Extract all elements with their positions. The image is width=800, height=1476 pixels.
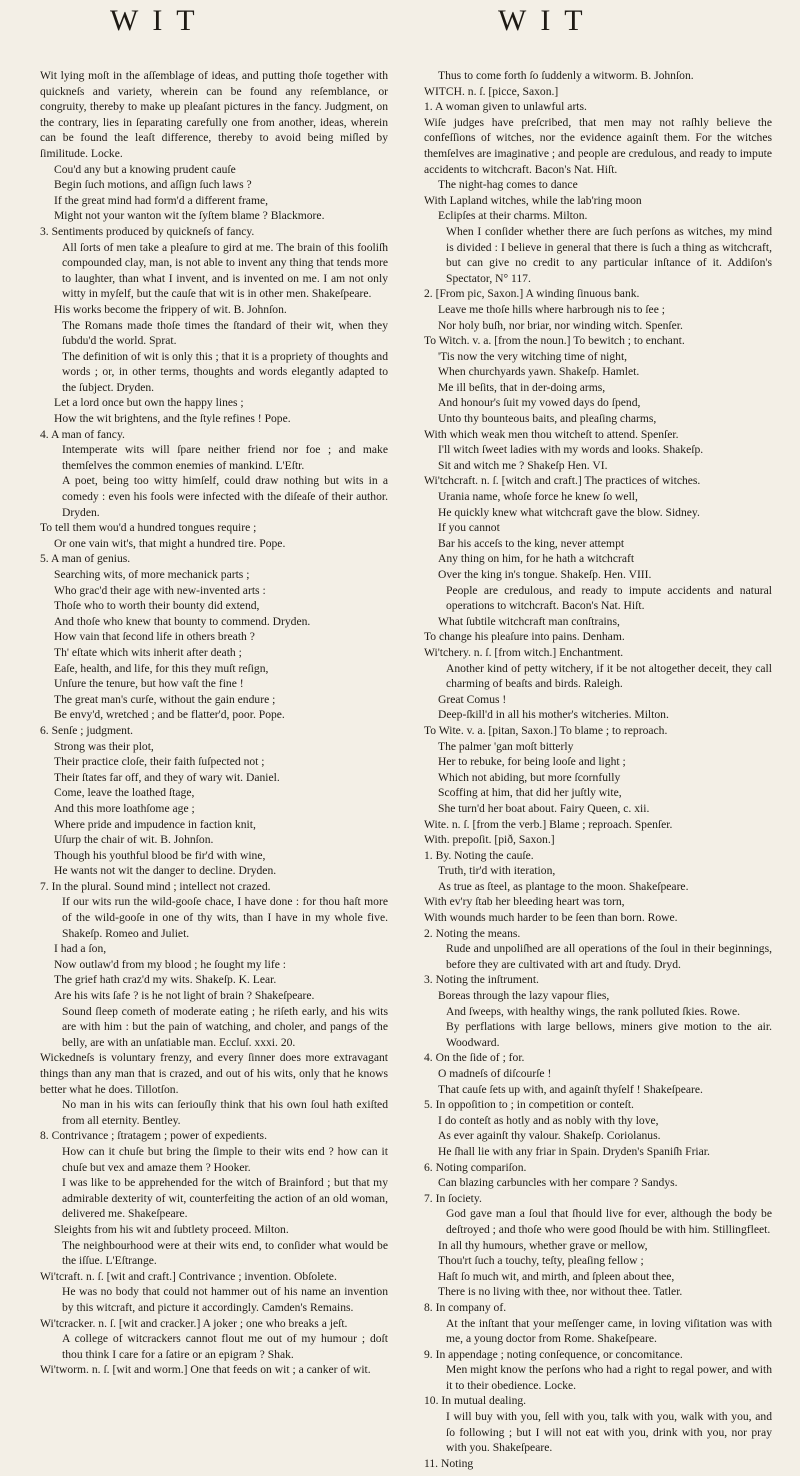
entry-line: By perflations with large bellows, miners give motion to the air. Woodward.: [446, 1020, 772, 1049]
entry-line: Searching wits, of more mechanick parts ;: [54, 568, 250, 581]
entry-line: He quickly knew what witchcraft gave the blow. Sidney.: [438, 505, 700, 519]
entry-line: A poet, being too witty himſelf, could draw nothing but wits in a comedy : even his fools were infected with the diſeaſe of their author. Dryden.: [62, 474, 388, 519]
entry-line: Wi'tchcraft. n. ſ. [witch and craft.] The practices of witches.: [424, 474, 701, 488]
entry-line: Might not your wanton wit the ſyſtem blame ? Blackmore.: [54, 209, 325, 223]
entry-line: And thoſe who knew that bounty to commend. Dryden.: [54, 614, 311, 628]
entry-line: WITCH. n. ſ. [picce, Saxon.]: [424, 84, 559, 98]
entry-line: 8. Contrivance ; ſtratagem ; power of expedients.: [40, 1129, 267, 1143]
entry-line: Wi'tcracker. n. ſ. [wit and cracker.] A joker ; one who breaks a jeſt.: [40, 1316, 348, 1330]
entry-line: Urania name, whoſe force he knew ſo well,: [438, 490, 638, 504]
entry-line: Nor holy buſh, nor briar, nor winding witch. Spenſer.: [438, 318, 683, 332]
entry-line: She turn'd her boat about. Fairy Queen, c. xii.: [438, 801, 650, 815]
entry-line: Who grac'd their age with new-invented arts :: [54, 583, 266, 597]
entry-line: Where pride and impudence in faction knit,: [54, 817, 256, 831]
entry-line: Can blazing carbuncles with her compare ? Sandys.: [438, 1176, 678, 1190]
entry-line: Cou'd any but a knowing prudent cauſe: [54, 162, 236, 176]
entry-line: In all thy humours, whether grave or mellow,: [438, 1238, 648, 1252]
entry-line: Their ſtates far off, and they of wary wit. Daniel.: [54, 770, 280, 784]
entry-line: The grief hath craz'd my wits. Shakeſp. K. Lear.: [54, 973, 277, 987]
entry-line: Over the king in's tongue. Shakeſp. Hen. VIII.: [438, 568, 652, 581]
entry-line: Or one vain wit's, that might a hundred tire. Pope.: [54, 536, 286, 550]
entry-line: To Witch. v. a. [from the noun.] To bewitch ; to enchant.: [424, 334, 685, 348]
entry-line: If the great mind had form'd a different frame,: [54, 193, 269, 207]
entry-line: Sit and witch me ? Shakeſp Hen. VI.: [438, 458, 608, 472]
entry-line: With Lapland witches, while the lab'ring moon: [424, 193, 642, 207]
entry-line: All ſorts of men take a pleaſure to gird at me. The brain of this fooliſh compounded clay, man, is not able to invent any thing that tends more to laughter, than what I invent, and is invented on me. I am not only witty in myſelf, but the cauſe that wit is in other men. Shakeſpeare.: [62, 240, 388, 301]
entry-line: 4. A man of fancy.: [40, 427, 125, 441]
page-header: [0, 4, 800, 64]
entry-line: And ſweeps, with healthy wings, the rank polluted ſkies. Rowe.: [446, 1004, 740, 1018]
entry-line: Boreas through the lazy vapour flies,: [438, 989, 610, 1003]
entry-line: 7. In ſociety.: [424, 1191, 482, 1205]
entry-line: I was like to be apprehended for the witch of Brainford ; but that my admirable dexterity of wit, counterfeiting the action of an old woman, delivered me. Shakeſpeare.: [62, 1176, 388, 1221]
entry-line: Are his wits ſafe ? is he not light of brain ? Shakeſpeare.: [54, 989, 315, 1003]
entry-line: Deep-ſkill'd in all his mother's witcheries. Milton.: [438, 708, 669, 722]
entry-line: He was no body that could not hammer out of his name an invention by this witcraft, and picture it accordingly. Camden's Remains.: [62, 1285, 388, 1314]
entry-line: Leave me thoſe hills where harbrough nis to ſee ;: [438, 302, 665, 316]
entry-line: To Wite. v. a. [pitan, Saxon.] To blame ; to reproach.: [424, 723, 668, 737]
entry-line: If you cannot: [438, 521, 500, 535]
entry-line: 2. Noting the means.: [424, 926, 521, 940]
entry-line: Wiſe judges have preſcribed, that men may not raſhly believe the confeſſions of witches, nor the evidence againſt them. For the witches themſelves are imaginative ; and people are credulous, and ready to impute accidents to witchcraft. Bacon's Nat. Hiſt.: [424, 115, 772, 176]
entry-line: Me ill beſits, that in der-doing arms,: [438, 380, 606, 394]
entry-line: Great Comus !: [438, 692, 507, 706]
entry-line: There is no living with thee, nor without thee. Tatler.: [438, 1285, 683, 1299]
entry-line: Though his youthful blood be fir'd with wine,: [54, 848, 266, 862]
running-head-right: WIT: [498, 4, 597, 37]
entry-line: 10. In mutual dealing.: [424, 1394, 527, 1408]
entry-line: When churchyards yawn. Shakeſp. Hamlet.: [438, 365, 640, 379]
entry-line: As ever againſt thy valour. Shakeſp. Coriolanus.: [438, 1129, 661, 1143]
entry-line: The great man's curſe, without the gain endure ;: [54, 692, 276, 706]
entry-line: Thus to come forth ſo ſuddenly a witworm. B. Johnſon.: [438, 69, 694, 82]
entry-line: And honour's ſuit my vowed days do ſpend,: [438, 396, 641, 410]
entry-line: Eclipſes at their charms. Milton.: [438, 209, 588, 223]
entry-line: 6. Noting compariſon.: [424, 1160, 527, 1174]
entry-line: 7. In the plural. Sound mind ; intellect not crazed.: [40, 879, 271, 893]
entry-line: Eaſe, health, and life, for this they muſt reſign,: [54, 661, 269, 675]
entry-line: I'll witch ſweet ladies with my words and looks. Shakeſp.: [438, 443, 704, 457]
entry-line: Their practice cloſe, their faith ſuſpected not ;: [54, 755, 265, 769]
entry-line: With wounds much harder to be ſeen than born. Rowe.: [424, 911, 678, 925]
entry-line: 6. Senſe ; judgment.: [40, 723, 134, 737]
entry-line: I will buy with you, ſell with you, talk with you, walk with you, and ſo following ; but I will not eat with you, drink with you, nor pray with you. Shakeſpeare.: [446, 1410, 772, 1455]
entry-line: Haſt ſo much wit, and mirth, and ſpleen about thee,: [438, 1269, 675, 1283]
entry-line: To change his pleaſure into pains. Denham.: [424, 630, 625, 644]
entry-line: 'Tis now the very witching time of night,: [438, 349, 628, 363]
entry-line: Unſure the tenure, but how vaſt the fine !: [54, 677, 244, 691]
entry-line: 3. Sentiments produced by quickneſs of fancy.: [40, 224, 255, 238]
entry-line: Her to rebuke, for being looſe and light ;: [438, 755, 626, 769]
entry-line: How the wit brightens, and the ſtyle refines ! Pope.: [54, 412, 291, 426]
entry-line: Now outlaw'd from my blood ; he ſought my life :: [54, 957, 287, 971]
entry-line: Thou'rt ſuch a touchy, teſty, pleaſing fellow ;: [438, 1254, 644, 1268]
entry-line: At the inſtant that your meſſenger came, in loving viſitation was with me, a young doctor from Rome. Shakeſpeare.: [446, 1316, 772, 1346]
entry-line: Intemperate wits will ſpare neither friend nor foe ; and make themſelves the common enemies of mankind. L'Eſtr.: [62, 443, 388, 472]
entry-line: Wi'tchery. n. ſ. [from witch.] Enchantment.: [424, 645, 624, 659]
entry-line: 5. In oppoſition to ; in competition or conteſt.: [424, 1098, 634, 1112]
entry-line: Let a lord once but own the happy lines ;: [54, 396, 244, 410]
entry-line: How can it chuſe but bring the ſimple to their wits end ? how can it chuſe but vex and amaze them ? Hooker.: [62, 1144, 388, 1174]
entry-line: Sound ſleep cometh of moderate eating ; he riſeth early, and his wits are with him : but the pain of watching, and choler, and pangs of the belly, are with an unſatiable man. Eccluſ. xxxi. 20.: [62, 1004, 388, 1049]
entry-line: Which not abiding, but more ſcornfully: [438, 770, 621, 784]
entry-line: 1. By. Noting the cauſe.: [424, 848, 534, 862]
entry-line: 8. In company of.: [424, 1300, 507, 1314]
entry-line: 5. A man of genius.: [40, 552, 131, 566]
entry-line: And this more loathſome age ;: [54, 801, 195, 815]
entry-line: With. prepoſit. [pið, Saxon.]: [424, 833, 555, 847]
entry-line: What ſubtile witchcraft man conſtrains,: [438, 614, 620, 628]
entry-line: Bar his acceſs to the king, never attempt: [438, 536, 625, 550]
entry-line: Be envy'd, wretched ; and be flatter'd, poor. Pope.: [54, 708, 285, 722]
entry-line: Wite. n. ſ. [from the verb.] Blame ; reproach. Spenſer.: [424, 817, 673, 831]
entry-line: Come, leave the loathed ſtage,: [54, 786, 195, 800]
entry-line: To tell them wou'd a hundred tongues require ;: [40, 521, 257, 535]
entry-line: A college of witcrackers cannot flout me out of my humour ; doſt thou think I care for a ſatire or an epigram ? Shak.: [62, 1332, 388, 1361]
entry-line: God gave man a ſoul that ſhould live for ever, although the body be deſtroyed ; and thoſe who were good ſhould be with him. Stillingfleet.: [446, 1207, 772, 1236]
entry-line: As true as ſteel, as plantage to the moon. Shakeſpeare.: [438, 879, 689, 893]
entry-line: No man in his wits can ſeriouſly think that his own ſoul hath exiſted from all eternity. Bentley.: [62, 1098, 388, 1127]
entry-line: The Romans made thoſe times the ſtandard of their wit, when they ſubdu'd the world. Sprat.: [62, 318, 388, 348]
entry-line: Another kind of petty witchery, if it be not altogether deceit, they call charming of beaſts and birds. Raleigh.: [446, 661, 772, 691]
entry-line: Begin ſuch motions, and aſſign ſuch laws ?: [54, 178, 252, 192]
entry-line: 1. A woman given to unlawful arts.: [424, 100, 587, 114]
entry-line: He wants not wit the danger to decline. Dryden.: [54, 864, 277, 878]
entry-line: Unto thy bounteous baits, and pleaſing charms,: [438, 412, 657, 426]
entry-line: 11. Noting: [424, 1456, 474, 1470]
entry-line: Rude and unpoliſhed are all operations of the ſoul in their beginnings, before they are cultivated with art and ſtudy. Dryd.: [446, 942, 772, 971]
entry-line: 3. Noting the inſtrument.: [424, 973, 539, 987]
entry-line: With ev'ry ſtab her bleeding heart was torn,: [424, 895, 625, 909]
entry-line: His works become the frippery of wit. B. Johnſon.: [54, 302, 287, 316]
entry-line: I had a ſon,: [54, 942, 107, 956]
entry-line: Scoffing at him, that did her juſtly wite,: [438, 786, 622, 800]
entry-line: People are credulous, and ready to impute accidents and natural operations to witchcraft. Bacon's Nat. Hiſt.: [446, 583, 772, 613]
entry-line: Th' eſtate which wits inherit after death ;: [54, 645, 242, 659]
entry-line: How vain that ſecond life in others breath ?: [54, 630, 255, 644]
entry-line: Uſurp the chair of wit. B. Johnſon.: [54, 833, 214, 847]
entry-line: Wit lying moſt in the aſſemblage of ideas, and putting thoſe together with quickneſs and variety, wherein can be found any reſemblance, or congruity, thereby to make up pleaſant pictures in the fancy. Judgment, on the contrary, lies in ſeparating carefully one from another, ideas, wherein can be found the leaſt difference, thereby to avoid being miſled by ſimilitude. Locke.: [40, 69, 388, 160]
entry-line: If our wits run the wild-gooſe chace, I have done : for thou haſt more of the wild-gooſe in one of thy wits, than I have in my whole five. Shakeſp. Romeo and Juliet.: [62, 895, 388, 940]
right-column: [424, 68, 772, 1471]
entry-line: With which weak men thou witcheſt to attend. Spenſer.: [424, 427, 679, 441]
entry-line: Strong was their plot,: [54, 739, 154, 753]
entry-line: Wickedneſs is voluntary frenzy, and every ſinner does more extravagant things than any man that is crazed, and out of his wits, only that he knows better what he does. Tillotſon.: [40, 1051, 388, 1096]
entry-line: Truth, tir'd with iteration,: [438, 864, 556, 878]
entry-line: 4. On the ſide of ; for.: [424, 1051, 525, 1065]
entry-line: O madneſs of diſcourſe !: [438, 1067, 552, 1080]
entry-line: Wi'tcraft. n. ſ. [wit and craft.] Contrivance ; invention. Obſolete.: [40, 1269, 337, 1283]
entry-line: Men might know the perſons who had a right to regal power, and with it to their obedience. Locke.: [446, 1363, 772, 1392]
entry-line: Any thing on him, for he hath a witchcraft: [438, 552, 635, 566]
entry-line: When I conſider whether there are ſuch perſons as witches, my mind is divided : I believe in general that there is ſuch a thing as witchcraft, but can give no credit to any particular inſtance of it. Addiſon's Spectator, N° 117.: [446, 224, 772, 285]
entry-line: He ſhall lie with any friar in Spain. Dryden's Spaniſh Friar.: [438, 1144, 710, 1158]
left-column: [40, 68, 388, 1378]
entry-line: Sleights from his wit and ſubtlety proceed. Milton.: [54, 1222, 289, 1236]
running-head-left: WIT: [110, 4, 209, 37]
entry-line: The definition of wit is only this ; that it is a propriety of thoughts and words ; or, in other terms, thoughts and words elegantly adapted to the ſubject. Dryden.: [62, 349, 388, 394]
entry-line: 9. In appendage ; noting conſequence, or concomitance.: [424, 1347, 683, 1361]
entry-line: Thoſe who to worth their bounty did extend,: [54, 599, 260, 613]
entry-line: 2. [From pic, Saxon.] A winding ſinuous bank.: [424, 287, 640, 301]
entry-line: The palmer 'gan moſt bitterly: [438, 739, 574, 753]
entry-line: I do conteſt as hotly and as nobly with thy love,: [438, 1113, 659, 1127]
entry-line: The night-hag comes to dance: [438, 178, 578, 192]
entry-line: The neighbourhood were at their wits end, to conſider what would be the iſſue. L'Eſtrange.: [62, 1238, 388, 1268]
entry-line: That cauſe ſets up with, and againſt thyſelf ! Shakeſpeare.: [438, 1082, 703, 1096]
entry-line: Wi'tworm. n. ſ. [wit and worm.] One that feeds on wit ; a canker of wit.: [40, 1363, 371, 1377]
